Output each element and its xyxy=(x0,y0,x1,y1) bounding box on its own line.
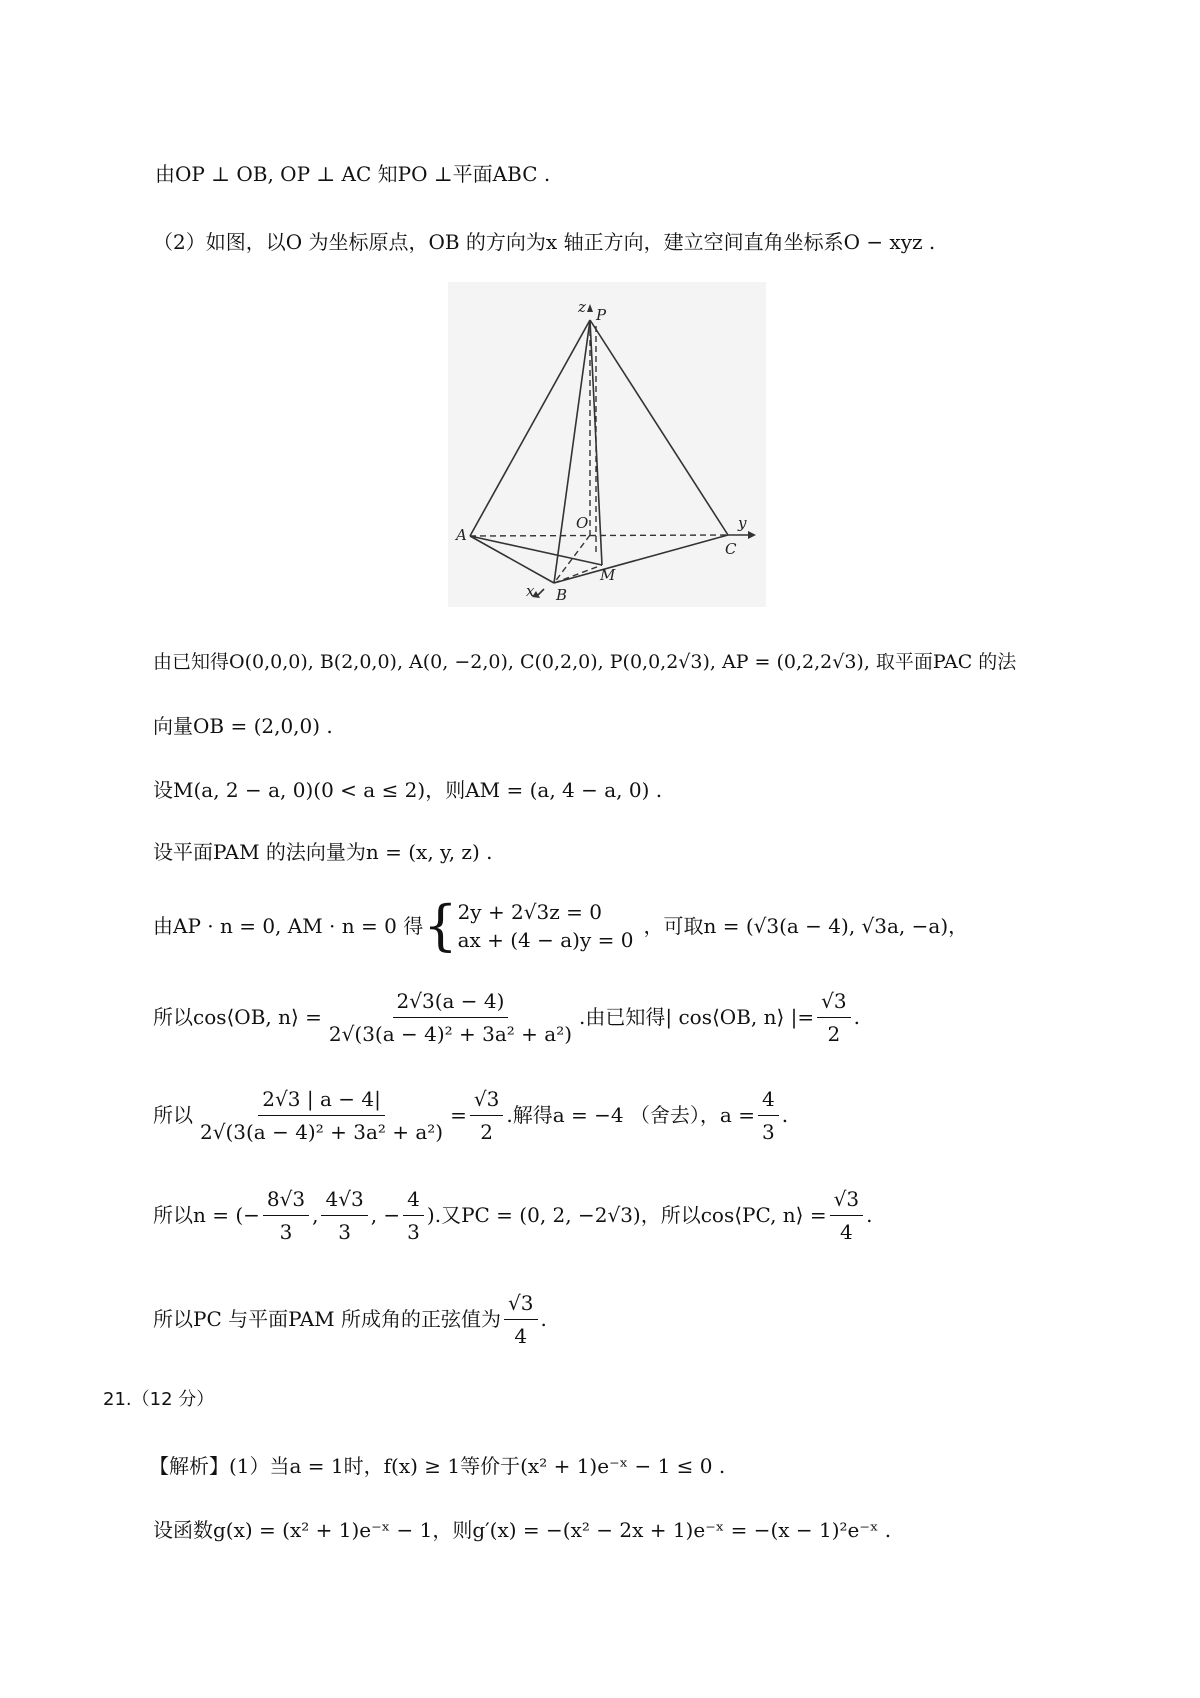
fraction-denominator: 2√(3(a − 4)² + 3a² + a²) xyxy=(200,1119,444,1144)
text-line-system xyxy=(153,890,968,962)
equals: = xyxy=(450,1103,467,1127)
fraction-denominator: 3 xyxy=(338,1219,351,1244)
label-M: M xyxy=(600,566,616,584)
edge-AC-dashed xyxy=(470,535,728,536)
text-line-function-g: 设函数g(x) = (x² + 1)e⁻ˣ − 1，则g′(x) = −(x² − 2x + 1)e⁻ˣ = −(x − 1)²e⁻ˣ . xyxy=(153,1518,892,1542)
text-line-analysis-1: 【解析】(1）当a = 1时，f(x) ≥ 1等价于(x² + 1)e⁻ˣ − 1 ≤ 0 . xyxy=(149,1454,726,1478)
label-z: z xyxy=(578,298,586,316)
fraction-sqrt3-4 xyxy=(830,1185,863,1246)
text-line-coordinate-setup: （2）如图，以O 为坐标原点，OB 的方向为x 轴正方向，建立空间直角坐标系O − xyz . xyxy=(153,230,936,254)
edge-AB xyxy=(470,536,554,583)
fraction-denominator: 3 xyxy=(407,1219,420,1244)
fraction-sqrt3-4 xyxy=(504,1289,537,1350)
label-O: O xyxy=(576,514,589,532)
line10-prefix: 所以n = (− xyxy=(153,1203,260,1227)
line7-suffix: ，可取n = (√3(a − 4), √3a, −a)， xyxy=(643,914,969,938)
line7-prefix: 由AP · n = 0, AM · n = 0 得 xyxy=(153,914,424,938)
period: . xyxy=(781,1103,789,1127)
fraction-numerator: 8√3 xyxy=(263,1185,309,1216)
period: . xyxy=(866,1203,873,1227)
fraction-abs xyxy=(196,1085,447,1146)
period: . xyxy=(540,1307,547,1331)
edge-AM xyxy=(470,536,602,565)
fraction-denominator: 3 xyxy=(761,1119,775,1144)
label-P: P xyxy=(596,306,607,324)
pyramid-diagram xyxy=(448,282,766,607)
equation-2: ax + (4 − a)y = 0 xyxy=(457,928,634,952)
fraction-4-3 xyxy=(758,1085,779,1146)
fraction-numerator: 4√3 xyxy=(321,1185,367,1216)
equation-system xyxy=(458,898,634,954)
fraction-numerator: 4 xyxy=(758,1085,779,1116)
text-line-normal-pam: 设平面PAM 的法向量为n = (x, y, z) . xyxy=(153,840,493,864)
fraction-numerator: √3 xyxy=(504,1289,537,1320)
fraction-8sqrt3-3 xyxy=(263,1185,309,1246)
fraction-numerator: 2√3(a − 4) xyxy=(393,987,509,1018)
line9-mid: .解得a = −4 （舍去），a = xyxy=(506,1103,755,1127)
fraction-denominator: 4 xyxy=(514,1323,528,1348)
period: . xyxy=(853,1005,860,1029)
label-y: y xyxy=(738,514,747,532)
pyramid-figure xyxy=(448,282,766,607)
fraction-4-3 xyxy=(403,1185,424,1246)
label-C: C xyxy=(725,540,737,558)
fraction-numerator: √3 xyxy=(817,987,850,1018)
text-line-normal-vector-pac: 向量OB = (2,0,0) . xyxy=(153,714,333,738)
label-x: x xyxy=(526,582,535,600)
fraction-denominator: 4 xyxy=(839,1219,853,1244)
question-21-header: 21.（12 分） xyxy=(103,1389,215,1410)
edge-PC xyxy=(590,320,728,535)
line9-prefix: 所以 xyxy=(153,1103,193,1127)
text-line-n-and-pc xyxy=(153,1180,872,1250)
edge-PA xyxy=(470,320,590,536)
text-line-known-points: 由已知得O(0,0,0), B(2,0,0), A(0, −2,0), C(0,2,0), P(0,0,2√3), AP = (0,2,2√3), 取平面PAC 的法 xyxy=(153,651,1017,673)
fraction-numerator: √3 xyxy=(830,1185,863,1216)
text-line-sine-value xyxy=(153,1284,547,1354)
fraction-numerator: √3 xyxy=(470,1085,503,1116)
line10-mid: ).又PC = (0, 2, −2√3)，所以cos⟨PC, n⟩ = xyxy=(426,1203,827,1227)
text-line-solve-a xyxy=(153,1080,788,1150)
equation-1: 2y + 2√3z = 0 xyxy=(457,900,602,924)
edge-BC xyxy=(554,535,728,583)
comma-minus: , − xyxy=(370,1203,401,1227)
fraction-4sqrt3-3 xyxy=(321,1185,367,1246)
brace: { xyxy=(423,894,458,957)
fraction-denominator: 2√(3(a − 4)² + 3a² + a²) xyxy=(328,1021,573,1046)
fraction-cos xyxy=(325,987,576,1048)
fraction-sqrt3-2 xyxy=(470,1085,503,1146)
label-A: A xyxy=(456,526,467,544)
fraction-denominator: 3 xyxy=(279,1219,293,1244)
fraction-denominator: 2 xyxy=(480,1119,493,1144)
text-line-po-perp: 由OP ⊥ OB, OP ⊥ AC 知PO ⊥平面ABC . xyxy=(155,162,551,186)
comma: , xyxy=(312,1203,319,1227)
text-line-set-m: 设M(a, 2 − a, 0)(0 < a ≤ 2)，则AM = (a, 4 − a, 0) . xyxy=(153,778,663,802)
fraction-denominator: 2 xyxy=(827,1021,841,1046)
line8-mid: .由已知得| cos⟨OB, n⟩ |= xyxy=(579,1005,815,1029)
line8-prefix: 所以cos⟨OB, n⟩ = xyxy=(153,1005,322,1029)
line11-prefix: 所以PC 与平面PAM 所成角的正弦值为 xyxy=(153,1307,502,1331)
fraction-numerator: 2√3 | a − 4| xyxy=(258,1085,385,1116)
fraction-numerator: 4 xyxy=(403,1185,424,1216)
fraction-sqrt3-2 xyxy=(817,987,850,1048)
label-B: B xyxy=(556,586,568,604)
edge-PB xyxy=(554,320,590,583)
text-line-cos-ob-n xyxy=(153,982,860,1052)
